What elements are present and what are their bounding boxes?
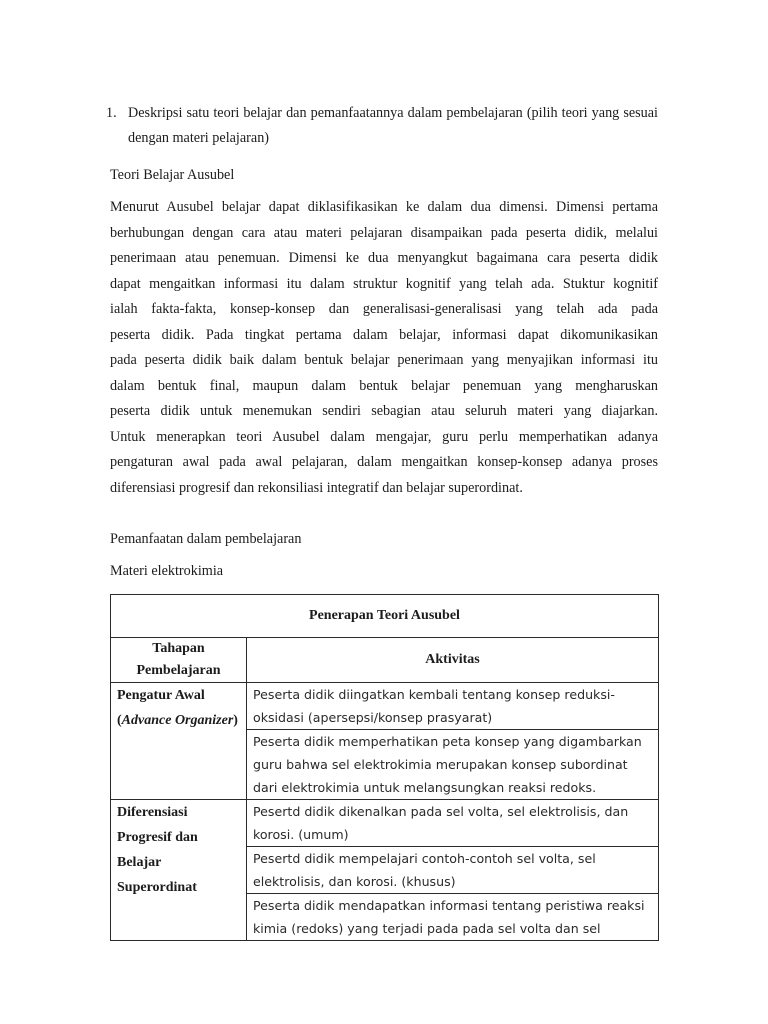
activity-cell: Pesertd didik dikenalkan pada sel volta, sel elektrolisis, dan korosi. (umum): [247, 800, 659, 847]
theory-paragraph: [110, 195, 658, 501]
question-number: 1.: [106, 105, 117, 121]
paragraph-line: peserta didik. Pada tingkat pertama dalam belajar, informasi dapat dikomunikasikan: [110, 326, 658, 343]
activity-cell: Pesertd didik mempelajari contoh-contoh sel volta, sel elektrolisis, dan korosi. (khusus): [247, 847, 659, 894]
activity-cell: Peserta didik mendapatkan informasi tentang peristiwa reaksi kimia (redoks) yang terjadi pada pada sel volta dan sel: [247, 894, 659, 941]
table-title: Penerapan Teori Ausubel: [111, 595, 659, 638]
paragraph-line: diferensiasi progresif dan rekonsiliasi integratif dan belajar superordinat.: [110, 479, 523, 496]
question-text: Deskripsi satu teori belajar dan pemanfaatannya dalam pembelajaran (pilih teori yang sesuai dengan materi pelajaran): [128, 105, 658, 146]
paragraph-line: pengaturan awal pada awal pelajaran, dalam mengaitkan konsep-konsep adanya proses: [110, 454, 658, 470]
paragraph-line: Untuk menerapkan teori Ausubel dalam mengajar, guru perlu memperhatikan adanya: [110, 428, 658, 445]
stage-advance-organizer: Pengatur Awal (Advance Organizer): [111, 683, 247, 800]
theory-title: Teori Belajar Ausubel: [110, 167, 235, 183]
ausubel-table: [110, 594, 659, 941]
usage-heading: Pemanfaatan dalam pembelajaran: [110, 531, 302, 547]
paragraph-line: pada peserta didik baik dalam bentuk belajar penerimaan yang menyajikan informasi itu: [110, 352, 658, 368]
activity-cell: Peserta didik diingatkan kembali tentang konsep reduksi-oksidasi (apersepsi/konsep prasyarat): [247, 683, 659, 730]
header-activity: Aktivitas: [247, 638, 659, 683]
paragraph-line: dalam bentuk final, maupun dalam bentuk belajar penemuan yang mengharuskan: [110, 377, 658, 394]
stage-label-italic: Advance Organizer: [121, 713, 234, 728]
activity-cell: Peserta didik memperhatikan peta konsep yang digambarkan guru bahwa sel elektrokimia merupakan konsep subordinat dari elektrokimia untuk melangsungkan reaksi redoks.: [247, 730, 659, 800]
paragraph-line: berhubungan dengan cara atau materi pelajaran disampaikan pada peserta didik, melalui: [110, 224, 658, 241]
stage-differentiation: Diferensiasi Progresif dan Belajar Superordinat: [111, 800, 247, 941]
question-item: [106, 101, 658, 151]
paragraph-line: ialah fakta-fakta, konsep-konsep dan generalisasi-generalisasi yang telah ada pada: [110, 301, 658, 317]
paragraph-line: Menurut Ausubel belajar dapat diklasifikasikan ke dalam dua dimensi. Dimensi pertama: [110, 199, 658, 215]
subject-label: Materi elektrokimia: [110, 563, 224, 579]
paragraph-line: penerimaan atau penemuan. Dimensi ke dua menyangkut bagaimana cara peserta didik: [110, 250, 658, 266]
paragraph-line: peserta didik untuk menemukan sendiri sebagian atau seluruh materi yang diajarkan.: [110, 403, 658, 419]
paragraph-line: dapat mengaitkan informasi itu dalam struktur kognitif yang telah ada. Stuktur kognitif: [110, 275, 658, 292]
stage-label: Pengatur Awal: [117, 688, 205, 703]
header-stage: Tahapan Pembelajaran: [111, 638, 247, 683]
